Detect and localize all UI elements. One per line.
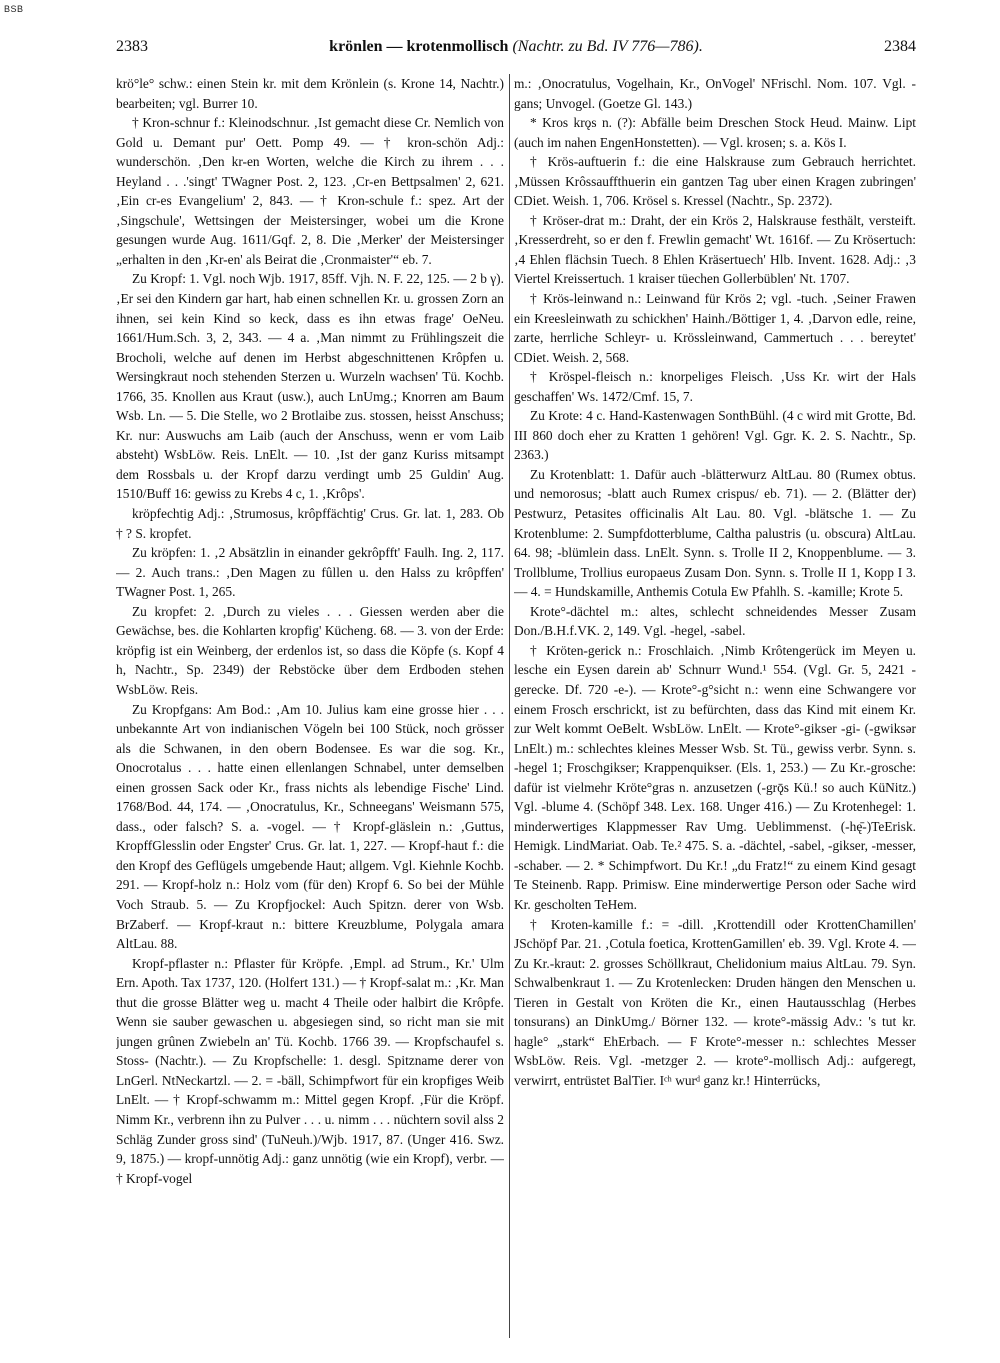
running-title-words: krönlen — krotenmollisch [329,38,509,55]
entry-paragraph: † Kröser-drat m.: Draht, der ein Krös 2, Halskrause festhält, versteift. ‚Kresserdreht, so er den f. Frewlin gemacht' Wt. 1616f. — Zu Krösertuch: ‚4 Ehlen flächsin Tuech. 8 Ehlen Kräsertuech' Hlb. Invent. 1628. Adj.: ‚3 Viertel Kreissertuch. 1 kraiser tüechen Gollerbüblen' Nt. 1707. [514,212,916,287]
entry-paragraph: * Kros krǫs n. (?): Abfälle beim Dreschen Stock Heud. Mainw. Lipt (auch im nahen EngenHonstetten). — Vgl. krosen; s. a. Kös I. [514,115,916,150]
left-column [116,74,504,1342]
entry-paragraph: Zu Krotenblatt: 1. Dafür auch -blätterwurz AltLau. 80 (Rumex obtus. und nemorosus; -blatt auch Rumex crispus/ eb. 71). — 2. (Blätter der) Pestwurz, Petasites officinalis Alt Lau. 80. Vgl. -blätsche 1. — Zu Krotenblume: 2. Sumpfdotterblume, Caltha palustris (u. obscura) AltLau. 64. 98; -blümlein dass. LnElt. Synn. s. Trolle II 2, Knoppenblume. — 3. Trollblume, Trollius europaeus Zusam Don. Synn. s. Trolle II 1, Kopp I 3. — 4. = Hundskamille, Anthemis Cotula Ew Pfahlh. S. -kamille; Krote 5. [514,466,916,600]
entry-paragraph: † Kröten-gerick n.: Froschlaich. ‚Nimb Krôtengerück im Meyen u. lesche ein Eysen darein ab' Schnurr Wund.¹ 554. (Vgl. Gr. 5, 2421 -gerecke. Df. 720 -e-). — Krote°-g°sicht n.: wenn eine Schwangere vor einem Frosch erschrickt, ist zu befürchten, dass das Kind mit einem Kr. zur Welt kommt OeBelt. WsbLöw. LnElt. — Krote°-gikser -gi- (-gwiksər LnElt.) m.: schlechtes kleines Messer Wsb. St. Tü., gewiss verbr. Synn. s. -hegel 1; Froschgikser; Krappenquikser. (Els. 1, 253.) — Zu Kr.-grosche: dafür ist vielmehr Kröte°gras n. anzusetzen (-grǭs Kü.! so auch KüNitz.) Vgl. -blume 4. (Schöpf 348. Lex. 168. Unger 416.) — Zu Krotenhegel: 1. minderwertiges Klappmesser Rav Umg. Ueblimmenst. (-hę̄-)TeErisk. Hemigk. LindMariat. Oab. Te.² 475. S. a. -dächtel, -sabel, -gikser, -messer, -schaber. — 2. * Schimpfwort. Du Kr.! „du Fratz!“ zu einem Kind gesagt Te Steinenb. Rapp. Primisw. Eine minderwertige Person oder Sache wird Kr. gescholten TeHem. [514,642,916,912]
entry-paragraph: Zu kröpfen: 1. ‚2 Absätzlin in einander gekrôpfft' Faulh. Ing. 2, 117. — 2. Auch trans.: ‚Den Magen zu fûllen u. den Halss zu krôpffen' TWagner Post. 1, 265. [116,545,504,600]
entry-paragraph: Zu Kropf: 1. Vgl. noch Wjb. 1917, 85ff. Vjh. N. F. 22, 125. — 2 b γ). ‚Er sei den Kindern gar hart, hab einen schnellen Kr. u. grossen Zorn an ihnen, sei kein Kind so keck, dass es ihn etwas frage' OeNeu. 1661/Hum.Sch. 3, 2, 343. — 4 a. ‚Man nimmt zu Frühlingszeit die Brocholi, welche auf denen im Herbst abgeschnittenen Krôpfen u. Wersingkraut noch stehenden Sterzen u. Wurzeln wachsen' Tü. Kochb. 1766, 35. Knollen aus Kraut (usw.), auch LnUmg.; Knorren am Baum Wsb. Ln. — 5. Die Stelle, wo 2 Brotlaibe zus. stossen, heisst Anschuss; Kr. nur: Auswuchs am Laib (auch der Anschuss, wenn er vom Laib absteht) WsbLöw. Reis. LnElt. — 10. ‚Ist der ganz Kuriss mitsampt dem Rossbals u. der Kropf darzu verdingt umb 25 Guldin' Aug. 1510/Buff 16: gewiss zu Krebs 4 c, 1. ‚Krôps'. [116,271,504,502]
running-title-supplement: (Nachtr. zu Bd. IV 776—786). [512,38,703,55]
entry-paragraph: † Kroten-kamille f.: = -dill. ‚Krottendill oder KrottenChamillen' JSchöpf Par. 21. ‚Cotula foetica, KrottenGamillen' eb. 39. Vgl. Krote 4. — Zu Kr.-kraut: 2. grosses Schöllkraut, Chelidonium maius AltLau. 79. Syn. Schwalbenkraut 1. — Zu Krotenlecken: Druden hängen den Menschen u. Tieren in Gestalt von Kröten die Kr., einen Hautausschlag (Herbes tonsurans) an DinkUmg./ Börner 132. — krote°-mässig Adv.: 's tut kr. hagle° „stark“ EhErbach. — F Krote°-messer n.: schlechtes Messer WsbLöw. Reis. Vgl. -metzger 2. — krote°-mollisch Adj.: aufgeregt, verwirrt, entrüstet BalTier. Iᶜʰ wurᵈ ganz kr.! Hinterrücks, [514,916,916,1088]
page-header [116,38,916,62]
page-number-left: 2383 [116,38,148,55]
running-title [116,38,916,56]
library-stamp: BSB [4,4,24,14]
entry-paragraph: † Krös-auftuerin f.: die eine Halskrause zum Gebrauch herrichtet. ‚Müssen Krôssauffthuerin ein gantzen Tag uber einen Kragen zubringen' CDiet. Weish. 1, 706. Krösel s. Kressel (Nachtr., Sp. 2372). [514,154,916,209]
column-divider [509,74,510,1338]
entry-paragraph: kröpfechtig Adj.: ‚Strumosus, krôpffächtig' Crus. Gr. lat. 1, 283. Ob † ? S. kropfet. [116,506,504,541]
page-number-right: 2384 [884,38,916,55]
entry-paragraph: Zu kropfet: 2. ‚Durch zu vieles . . . Giessen werden aber die Gewächse, bes. die Kohlarten kropfig' Kücheng. 68. — 3. von der Erde: kröpfig ist ein Weinberg, der erdenlos ist, so dass die Köpfe (s. Kopf 4 h, Nachtr., Sp. 2349) der Rebstöcke über dem Erdboden stehen WsbLöw. Reis. [116,603,504,697]
entry-paragraph: Kropf-pflaster n.: Pflaster für Kröpfe. ‚Empl. ad Strum., Kr.' Ulm Ern. Apoth. Tax 1737, 120. (Holfert 131.) — † Kropf-salat m.: ‚Kr. Man thut die grosse Blätter weg u. macht 4 Theile oder halbirt die Krôpfe. Wenn sie sauber gewaschen u. abgesiegen sind, so richt man sie mit jungen grûnen Zwiebeln an' Tü. Kochb. 1766 39. — Kropfschaufel s. Stoss- (Nachtr.). — Zu Kropfschelle: 1. desgl. Spitzname derer von LnGerl. NtNeckartzl. — 2. = -bäll, Schimpfwort für ein kropfiges Weib LnElt. — † Kropf-schwamm m.: Mittel gegen Kropf. ‚Für die Kröpf. Nimm Kr., verbrenn ihn zu Pulver . . . u. nimm . . . nüchtern sovil alss 2 Schläg Zunder gross sind' (TuNeuh.)/Wjb. 1917, 87. (Unger 416. Swz. 9, 1875.) — kropf-unnötig Adj.: ganz unnötig (wie ein Kropf), verbr. — † Kropf-vogel [116,955,504,1186]
entry-paragraph: krö°le° schw.: einen Stein kr. mit dem Krönlein (s. Krone 14, Nachtr.) bearbeiten; vgl. Burrer 10. [116,76,504,111]
entry-paragraph: † Kröspel-fleisch n.: knorpeliges Fleisch. ‚Uss Kr. wirt der Hals geschaffen' Ws. 1472/Cmf. 15, 7. [514,369,916,404]
right-column [514,74,916,1342]
entry-paragraph: m.: ‚Onocratulus, Vogelhain, Kr., OnVogel' NFrischl. Nom. 107. Vgl. -gans; Unvogel. (Goetze Gl. 143.) [514,76,916,111]
entry-paragraph: Zu Kropfgans: Am Bod.: ‚Am 10. Julius kam eine grosse hier . . . unbekannte Art von indianischen Vögeln bei 100 Stück, noch grösser als die Schwanen, in den obern Bodensee. Es war die sog. Kr., Onocrotalus . . . hatte einen ellenlangen Schnabel, unter demselben einen grossen Sack oder Kr., frass nichts als lebendige Fische' Lind. 1768/Bod. 44, 174. — ‚Onocratulus, Kr., Schneegans' Weismann 575, dass., oder falsch? S. a. -vogel. — † Kropf-gläslein n.: ‚Guttus, KropffGlesslin oder Engster' Crus. Gr. lat. 1, 227. — Kropf-haut f.: die den Kropf des Geflügels umgebende Haut; allgem. Vgl. Kiehnle Kochb. 291. — Kropf-holz n.: Holz vom (für den) Kropf 6. So bei der Mühle Voch Straub. 5. — Zu Kropfjockel: Auch Spitzn. derer von Wsb. BrZaberf. — Kropf-kraut n.: bittere Kreuzblume, Polygala amara AltLau. 88. [116,701,504,952]
entry-paragraph: Krote°-dächtel m.: altes, schlecht schneidendes Messer Zusam Don./B.H.f.VK. 2, 149. Vgl. -hegel, -sabel. [514,603,916,639]
entry-paragraph: † Krös-leinwand n.: Leinwand für Krös 2; vgl. -tuch. ‚Seiner Frawen ein Kreesleinwath zu schickhen' Hainh./Böttiger 1, 4. ‚Darvon edle, reine, zarte, herrliche Schleyr- u. Krössleinwand, Cammertuch . . . bereytet' CDiet. Weish. 2, 568. [514,291,916,365]
entry-paragraph: † Kron-schnur f.: Kleinodschnur. ‚Ist gemacht diese Cr. Nemlich von Gold u. Demant pur' Oett. Pomp 49. — † kron-schön Adj.: wunderschön. ‚Den kr-en Worten, welche die Kirch zu ihrem . . . Heyland . . .'singt' TWagner Post. 2, 123. ‚Cr-en Bettpsalmen' 2, 621. ‚Ein cr-es Evangelium' 2, 843. — † Kron-schule f.: spez. Art der ‚Singschule', Wettsingen der Meistersinger, wobei um die Krone gesungen wurde Aug. 1611/Gqf. 2, 8. Die ‚Merker' der Meistersinger „erhalten in den ‚Kr-en' als Beirat die ‚Cronmaister'“ eb. 7. [116,115,504,267]
entry-paragraph: Zu Krote: 4 c. Hand-Kastenwagen SonthBühl. (4 c wird mit Grotte, Bd. III 860 doch eher zu Kratten 1 gehören! Vgl. Ggr. K. 2. S. Nachtr., Sp. 2363.) [514,408,916,463]
